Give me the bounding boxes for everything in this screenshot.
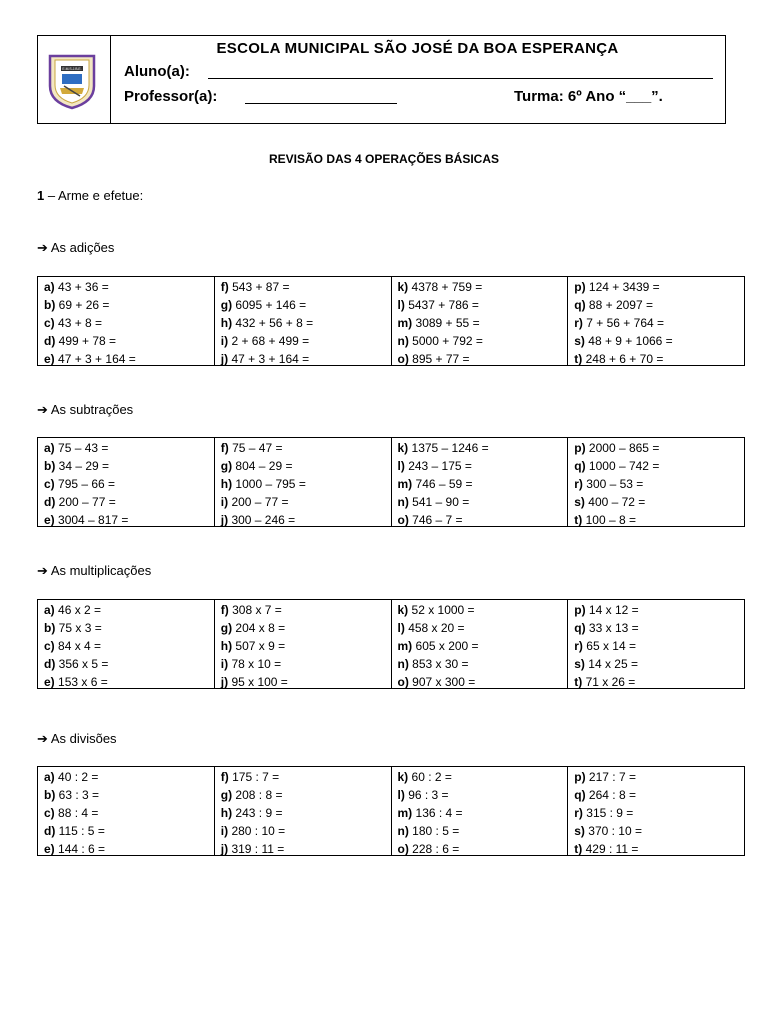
worksheet-title: REVISÃO DAS 4 OPERAÇÕES BÁSICAS <box>268 152 500 166</box>
exercise-letter: n) <box>397 824 409 838</box>
exercise-letter: m) <box>397 477 413 491</box>
exercise-letter: q) <box>574 298 586 312</box>
exercise-expression: 208 : 8 = <box>235 788 283 802</box>
exercise-expression: 243 : 9 = <box>235 806 283 820</box>
exercise-letter: p) <box>574 441 586 455</box>
exercise-column <box>215 600 392 688</box>
exercise-letter: h) <box>220 639 233 653</box>
exercise-expression: 78 x 10 = <box>231 657 282 671</box>
exercise-item <box>44 296 214 314</box>
exercise-item <box>221 457 391 475</box>
exercise-letter: q) <box>574 621 586 635</box>
exercise-expression: 180 : 5 = <box>412 824 460 838</box>
exercise-expression: 47 + 3 + 164 = <box>231 352 310 365</box>
exercise-expression: 65 x 14 = <box>586 639 636 653</box>
exercise-expression: 746 – 7 = <box>412 513 463 526</box>
exercise-item <box>44 840 214 855</box>
exercise-item <box>398 673 568 688</box>
exercise-expression: 432 + 56 + 8 = <box>235 316 314 330</box>
exercise-expression: 429 : 11 = <box>585 842 639 855</box>
exercise-letter: q) <box>574 788 586 802</box>
exercise-item <box>221 655 391 673</box>
exercise-expression: 228 : 6 = <box>412 842 460 855</box>
exercise-expression: 308 x 7 = <box>232 603 282 617</box>
exercise-expression: 88 : 4 = <box>58 806 99 820</box>
exercise-letter: h) <box>220 477 233 491</box>
exercise-expression: 14 x 12 = <box>588 603 639 617</box>
exercise-item <box>574 655 744 673</box>
exercise-expression: 34 – 29 = <box>58 459 110 473</box>
exercise-expression: 543 + 87 = <box>232 280 290 294</box>
exercise-item <box>221 637 391 655</box>
exercise-expression: 2 + 68 + 499 = <box>231 334 310 348</box>
arrow-right-icon: ➔ <box>37 240 48 255</box>
aluno-name-line[interactable] <box>208 78 713 79</box>
exercise-column <box>215 438 392 526</box>
exercise-letter: q) <box>574 459 586 473</box>
exercise-expression: 541 – 90 = <box>412 495 470 509</box>
arrow-right-icon: ➔ <box>37 731 48 746</box>
exercise-grid-subtraction <box>37 437 745 527</box>
exercise-letter: b) <box>44 788 56 802</box>
exercise-item <box>221 511 391 526</box>
exercise-letter: e) <box>44 842 55 855</box>
exercise-column <box>568 438 744 526</box>
exercise-letter: l) <box>397 621 405 635</box>
exercise-item <box>221 619 391 637</box>
exercise-letter: b) <box>44 298 56 312</box>
section-heading-multiplication <box>37 563 151 579</box>
exercise-expression: 43 + 8 = <box>58 316 103 330</box>
header-box <box>37 35 726 124</box>
exercise-expression: 63 : 3 = <box>58 788 100 802</box>
question-number: 1 <box>37 188 45 203</box>
exercise-column <box>215 277 392 365</box>
exercise-letter: l) <box>397 298 405 312</box>
exercise-expression: 88 + 2097 = <box>588 298 653 312</box>
exercise-letter: e) <box>44 675 55 688</box>
exercise-expression: 458 x 20 = <box>408 621 465 635</box>
exercise-letter: o) <box>397 842 409 855</box>
exercise-letter: l) <box>397 788 405 802</box>
exercise-letter: b) <box>44 459 56 473</box>
arrow-right-icon: ➔ <box>37 563 48 578</box>
exercise-item <box>398 768 568 786</box>
exercise-item <box>398 619 568 637</box>
exercise-letter: r) <box>574 639 583 653</box>
exercise-expression: 47 + 3 + 164 = <box>58 352 136 365</box>
exercise-item <box>398 332 568 350</box>
exercise-expression: 75 – 47 = <box>232 441 283 455</box>
exercise-item <box>398 439 568 457</box>
exercise-column <box>392 600 569 688</box>
exercise-item <box>398 601 568 619</box>
professor-name-line[interactable] <box>245 103 397 104</box>
exercise-letter: s) <box>574 824 585 838</box>
exercise-letter: m) <box>397 639 413 653</box>
exercise-item <box>574 601 744 619</box>
exercise-letter: g) <box>220 788 233 802</box>
exercise-item <box>221 350 391 365</box>
exercise-column <box>568 600 744 688</box>
question-text: – Arme e efetue: <box>44 188 144 203</box>
exercise-expression: 14 x 25 = <box>588 657 638 671</box>
exercise-letter: f) <box>220 441 229 455</box>
exercise-column <box>392 277 569 365</box>
exercise-expression: 7 + 56 + 764 = <box>586 316 665 330</box>
exercise-letter: e) <box>44 352 55 365</box>
exercise-item <box>44 278 214 296</box>
exercise-item <box>574 673 744 688</box>
exercise-column <box>215 767 392 855</box>
exercise-letter: n) <box>397 657 409 671</box>
exercise-letter: o) <box>397 675 409 688</box>
exercise-item <box>574 332 744 350</box>
exercise-item <box>221 475 391 493</box>
exercise-item <box>44 673 214 688</box>
exercise-letter: b) <box>44 621 56 635</box>
exercise-letter: o) <box>397 513 409 526</box>
exercise-expression: 804 – 29 = <box>235 459 293 473</box>
exercise-item <box>44 619 214 637</box>
exercise-letter: c) <box>44 806 55 820</box>
exercise-letter: g) <box>220 621 233 635</box>
exercise-expression: 33 x 13 = <box>588 621 639 635</box>
exercise-letter: t) <box>574 513 583 526</box>
exercise-item <box>574 439 744 457</box>
exercise-item <box>44 655 214 673</box>
exercise-item <box>574 314 744 332</box>
exercise-item <box>574 511 744 526</box>
exercise-expression: 84 x 4 = <box>58 639 102 653</box>
exercise-expression: 400 – 72 = <box>588 495 646 509</box>
exercise-item <box>221 768 391 786</box>
exercise-item <box>398 296 568 314</box>
exercise-expression: 136 : 4 = <box>415 806 463 820</box>
exercise-letter: d) <box>44 657 56 671</box>
question-1 <box>37 188 143 203</box>
exercise-item <box>221 822 391 840</box>
exercise-item <box>574 475 744 493</box>
svg-text:E.M.S.J.B.E.: E.M.S.J.B.E. <box>62 67 82 71</box>
exercise-letter: a) <box>44 280 55 294</box>
exercise-item <box>44 332 214 350</box>
exercise-item <box>221 804 391 822</box>
exercise-item <box>574 457 744 475</box>
exercise-letter: t) <box>574 842 583 855</box>
exercise-expression: 300 – 53 = <box>586 477 644 491</box>
exercise-letter: r) <box>574 806 583 820</box>
exercise-letter: j) <box>220 842 229 855</box>
exercise-grid-addition <box>37 276 745 366</box>
exercise-item <box>574 786 744 804</box>
exercise-expression: 200 – 77 = <box>58 495 116 509</box>
exercise-expression: 60 : 2 = <box>411 770 452 784</box>
exercise-item <box>44 822 214 840</box>
exercise-expression: 95 x 100 = <box>231 675 288 688</box>
exercise-expression: 895 + 77 = <box>412 352 470 365</box>
exercise-item <box>398 840 568 855</box>
exercise-column <box>38 438 215 526</box>
exercise-letter: c) <box>44 477 55 491</box>
exercise-letter: r) <box>574 316 583 330</box>
professor-label: Professor(a): <box>124 88 218 105</box>
exercise-item <box>398 314 568 332</box>
exercise-letter: f) <box>220 770 229 784</box>
exercise-expression: 46 x 2 = <box>58 603 102 617</box>
exercise-item <box>221 278 391 296</box>
exercise-item <box>221 332 391 350</box>
exercise-item <box>44 475 214 493</box>
exercise-expression: 175 : 7 = <box>232 770 280 784</box>
exercise-item <box>398 511 568 526</box>
exercise-item <box>221 314 391 332</box>
exercise-expression: 6095 + 146 = <box>235 298 307 312</box>
exercise-letter: d) <box>44 334 56 348</box>
exercise-letter: i) <box>220 334 229 348</box>
exercise-letter: j) <box>220 675 229 688</box>
exercise-expression: 69 + 26 = <box>58 298 110 312</box>
section-heading-addition <box>37 240 114 256</box>
exercise-letter: p) <box>574 603 586 617</box>
exercise-item <box>398 804 568 822</box>
exercise-letter: s) <box>574 657 585 671</box>
exercise-item <box>398 786 568 804</box>
exercise-expression: 115 : 5 = <box>58 824 105 838</box>
exercise-letter: h) <box>220 806 233 820</box>
exercise-expression: 300 – 246 = <box>231 513 296 526</box>
exercise-letter: g) <box>220 298 233 312</box>
exercise-column <box>38 767 215 855</box>
exercise-letter: k) <box>397 603 409 617</box>
exercise-expression: 356 x 5 = <box>58 657 109 671</box>
exercise-letter: s) <box>574 495 585 509</box>
exercise-expression: 370 : 10 = <box>588 824 642 838</box>
section-heading-label: As subtrações <box>50 402 134 417</box>
exercise-item <box>398 457 568 475</box>
exercise-expression: 853 x 30 = <box>412 657 469 671</box>
exercise-expression: 75 – 43 = <box>58 441 109 455</box>
exercise-expression: 48 + 9 + 1066 = <box>588 334 673 348</box>
exercise-item <box>574 804 744 822</box>
exercise-item <box>574 296 744 314</box>
exercise-column <box>38 277 215 365</box>
exercise-letter: t) <box>574 675 583 688</box>
exercise-expression: 153 x 6 = <box>58 675 108 688</box>
exercise-letter: g) <box>220 459 233 473</box>
exercise-letter: h) <box>220 316 233 330</box>
exercise-item <box>398 278 568 296</box>
exercise-expression: 217 : 7 = <box>588 770 636 784</box>
exercise-letter: n) <box>397 495 409 509</box>
exercise-expression: 1000 – 795 = <box>235 477 306 491</box>
exercise-letter: i) <box>220 657 229 671</box>
exercise-letter: e) <box>44 513 55 526</box>
exercise-expression: 204 x 8 = <box>235 621 286 635</box>
exercise-item <box>574 840 744 855</box>
exercise-letter: m) <box>397 806 413 820</box>
exercise-letter: f) <box>220 280 229 294</box>
exercise-expression: 40 : 2 = <box>58 770 99 784</box>
exercise-letter: c) <box>44 316 55 330</box>
exercise-expression: 243 – 175 = <box>408 459 472 473</box>
exercise-item <box>44 768 214 786</box>
exercise-letter: k) <box>397 770 409 784</box>
exercise-item <box>398 350 568 365</box>
section-heading-division <box>37 731 117 747</box>
exercise-item <box>44 601 214 619</box>
exercise-expression: 71 x 26 = <box>585 675 636 688</box>
turma-label: Turma: 6º Ano “___”. <box>514 88 663 105</box>
exercise-letter: c) <box>44 639 55 653</box>
exercise-expression: 499 + 78 = <box>58 334 117 348</box>
exercise-letter: m) <box>397 316 413 330</box>
exercise-expression: 264 : 8 = <box>588 788 636 802</box>
exercise-item <box>44 457 214 475</box>
exercise-item <box>574 350 744 365</box>
exercise-item <box>398 637 568 655</box>
logo-cell <box>38 36 111 123</box>
exercise-letter: i) <box>220 495 229 509</box>
exercise-expression: 1375 – 1246 = <box>411 441 489 455</box>
exercise-letter: o) <box>397 352 409 365</box>
exercise-item <box>221 786 391 804</box>
exercise-column <box>568 767 744 855</box>
exercise-column <box>392 767 569 855</box>
exercise-expression: 5000 + 792 = <box>412 334 483 348</box>
exercise-letter: a) <box>44 603 55 617</box>
exercise-item <box>44 314 214 332</box>
exercise-expression: 43 + 36 = <box>58 280 109 294</box>
exercise-item <box>221 296 391 314</box>
exercise-item <box>398 493 568 511</box>
exercise-item <box>44 804 214 822</box>
exercise-expression: 52 x 1000 = <box>411 603 475 617</box>
section-heading-label: As multiplicações <box>50 563 152 578</box>
exercise-expression: 605 x 200 = <box>415 639 479 653</box>
exercise-letter: p) <box>574 770 586 784</box>
section-heading-subtraction <box>37 402 133 418</box>
aluno-label: Aluno(a): <box>124 63 190 80</box>
exercise-item <box>398 475 568 493</box>
exercise-item <box>44 493 214 511</box>
exercise-expression: 4378 + 759 = <box>411 280 483 294</box>
exercise-letter: l) <box>397 459 405 473</box>
exercise-letter: r) <box>574 477 583 491</box>
exercise-expression: 96 : 3 = <box>408 788 449 802</box>
exercise-item <box>44 350 214 365</box>
exercise-expression: 248 + 6 + 70 = <box>585 352 664 365</box>
exercise-item <box>221 601 391 619</box>
exercise-letter: d) <box>44 824 56 838</box>
exercise-item <box>221 840 391 855</box>
exercise-item <box>44 511 214 526</box>
exercise-expression: 124 + 3439 = <box>588 280 660 294</box>
exercise-letter: j) <box>220 513 229 526</box>
exercise-item <box>44 786 214 804</box>
exercise-item <box>574 768 744 786</box>
exercise-letter: a) <box>44 770 55 784</box>
exercise-letter: k) <box>397 441 409 455</box>
exercise-item <box>574 278 744 296</box>
exercise-expression: 3004 – 817 = <box>58 513 129 526</box>
exercise-expression: 3089 + 55 = <box>415 316 480 330</box>
exercise-item <box>221 439 391 457</box>
exercise-letter: a) <box>44 441 55 455</box>
exercise-item <box>221 493 391 511</box>
exercise-item <box>44 637 214 655</box>
exercise-column <box>38 600 215 688</box>
exercise-grid-division <box>37 766 745 856</box>
exercise-expression: 280 : 10 = <box>231 824 286 838</box>
exercise-letter: i) <box>220 824 229 838</box>
exercise-letter: t) <box>574 352 583 365</box>
exercise-letter: f) <box>220 603 229 617</box>
exercise-item <box>398 655 568 673</box>
exercise-letter: k) <box>397 280 409 294</box>
section-heading-label: As adições <box>50 240 115 255</box>
exercise-letter: d) <box>44 495 56 509</box>
exercise-expression: 319 : 11 = <box>231 842 285 855</box>
exercise-expression: 2000 – 865 = <box>588 441 660 455</box>
exercise-expression: 144 : 6 = <box>58 842 106 855</box>
exercise-expression: 1000 – 742 = <box>588 459 660 473</box>
exercise-expression: 907 x 300 = <box>412 675 476 688</box>
exercise-letter: s) <box>574 334 585 348</box>
exercise-expression: 75 x 3 = <box>58 621 102 635</box>
school-logo-icon <box>46 50 98 110</box>
exercise-expression: 795 – 66 = <box>58 477 116 491</box>
exercise-column <box>568 277 744 365</box>
exercise-expression: 746 – 59 = <box>415 477 473 491</box>
exercise-item <box>221 673 391 688</box>
school-name: ESCOLA MUNICIPAL SÃO JOSÉ DA BOA ESPERANÇA <box>216 40 619 57</box>
exercise-expression: 507 x 9 = <box>235 639 286 653</box>
exercise-letter: p) <box>574 280 586 294</box>
exercise-item <box>574 822 744 840</box>
exercise-item <box>574 637 744 655</box>
exercise-item <box>574 619 744 637</box>
exercise-item <box>398 822 568 840</box>
exercise-expression: 200 – 77 = <box>231 495 289 509</box>
exercise-letter: j) <box>220 352 229 365</box>
exercise-expression: 315 : 9 = <box>586 806 634 820</box>
exercise-item <box>574 493 744 511</box>
exercise-expression: 100 – 8 = <box>585 513 636 526</box>
section-heading-label: As divisões <box>50 731 117 746</box>
exercise-expression: 5437 + 786 = <box>408 298 479 312</box>
exercise-column <box>392 438 569 526</box>
arrow-right-icon: ➔ <box>37 402 48 417</box>
exercise-letter: n) <box>397 334 409 348</box>
exercise-item <box>44 439 214 457</box>
exercise-grid-multiplication <box>37 599 745 689</box>
